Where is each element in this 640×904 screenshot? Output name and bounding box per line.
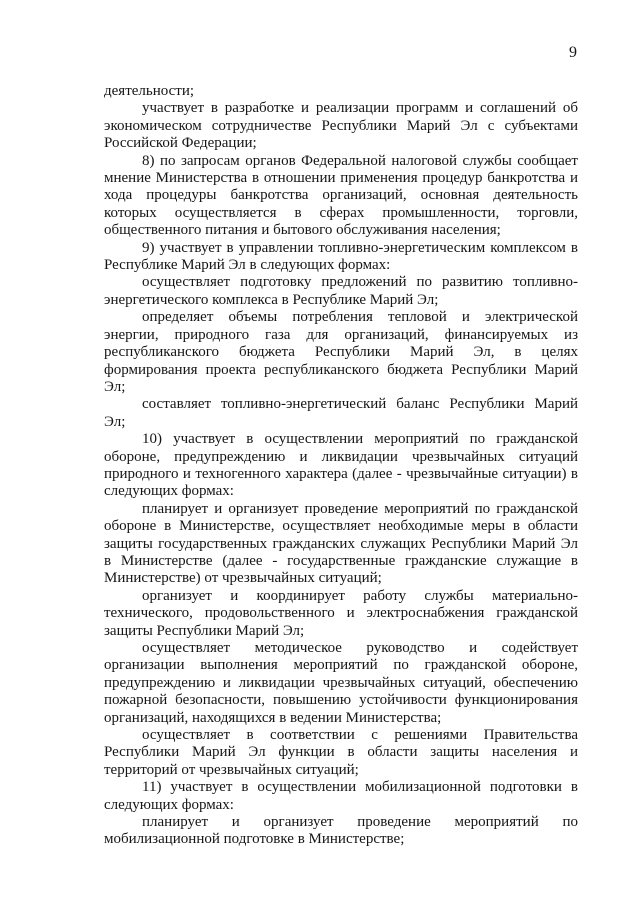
paragraph: деятельности; [104,83,195,99]
paragraph: 8) по запросам органов Федеральной налоговой службы сообщает мнение Министерства в отношении применения процедур банкротства и хода процедуры банкротства организаций, основная деятельность которых осуществляется в сферах промышленности, торговли, общественного питания и бытового обслуживания населения; [104,152,578,239]
paragraph: составляет топливно-энергетический баланс Республики Марий Эл; [104,396,578,430]
paragraph: 10) участвует в осуществлении мероприятий по гражданской обороне, предупреждению и ликвидации чрезвычайных ситуаций природного и техногенного характера (далее - чрезвычайные ситуации) в следующих формах: [104,431,578,500]
paragraph: организует и координирует работу службы материально-технического, продовольственного и электроснабжения гражданской защиты Республики Марий Эл; [104,587,578,639]
document-body [104,83,578,849]
paragraph: осуществляет подготовку предложений по развитию топливно-энергетического комплекса в Республике Марий Эл; [104,274,578,308]
paragraph: планирует и организует проведение мероприятий по гражданской обороне в Министерстве, осуществляет необходимые меры в области защиты государственных гражданских служащих Республики Марий Эл в Министерстве (далее - государственные гражданские служащие в Министерстве) от чрезвычайных ситуаций; [104,500,578,587]
paragraph: 11) участвует в осуществлении мобилизационной подготовки в следующих формах: [104,779,578,813]
paragraph: участвует в разработке и реализации программ и соглашений об экономическом сотрудничестве Республики Марий Эл с субъектами Российской Федерации; [104,100,578,152]
paragraph: 9) участвует в управлении топливно-энергетическим комплексом в Республике Марий Эл в следующих формах: [104,239,578,274]
paragraph: осуществляет в соответствии с решениями Правительства Республики Марий Эл функции в области защиты населения и территорий от чрезвычайных ситуаций; [104,727,578,778]
paragraph: определяет объемы потребления тепловой и электрической энергии, природного газа для организаций, финансируемых из республиканского бюджета Республики Марий Эл, в целях формирования проекта республиканского бюджета Республики Марий Эл; [104,309,578,395]
paragraph: осуществляет методическое руководство и содействует организации выполнения мероприятий по гражданской обороне, предупреждению и ликвидации чрезвычайных ситуаций, обеспечению пожарной безопасности, повышению устойчивости функционирования организаций, находящихся в ведении Министерства; [104,640,578,726]
paragraph: планирует и организует проведение мероприятий по мобилизационной подготовке в Министерстве; [104,814,578,848]
page-number: 9 [569,44,577,61]
